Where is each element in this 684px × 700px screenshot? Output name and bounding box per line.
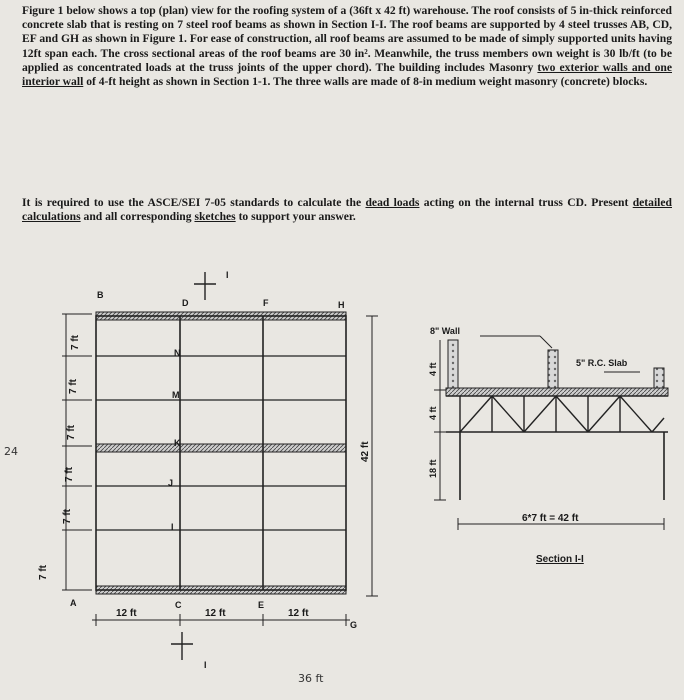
joint-label-e: E	[258, 600, 265, 610]
plan-outline	[96, 316, 346, 590]
truss-elevation	[446, 396, 668, 432]
paragraph-text: Figure 1 below shows a top (plan) view for the roofing system of a (36ft x 42 ft) warehouse. The roof consists of 5 in-thick reinforced concrete slab that is resting on 7 steel roof beams as shown in Section I-I. The roof beams are supported by 4 steel trusses AB, CD, EF and GH as shown in Figure 1. For ease of construction, all roof beams are assumed to be made of simply supported units having 12ft span each. The cross sectional areas of the roof beams are 30 in². Meanwhile, the truss members own weight is 30 lb/ft (to be applied as concentrated loads at the truss joints of the upper chord). The building includes Masonry	[22, 4, 672, 74]
span-dim-label: 6*7 ft = 42 ft	[522, 513, 579, 524]
truss-depth-label: 4 ft	[428, 406, 438, 420]
wall-height-label: 4 ft	[428, 362, 438, 376]
spacing-label: 7 ft	[68, 379, 79, 394]
spacing-label: 7 ft	[38, 565, 49, 580]
paragraph-text: of 4-ft height as shown in Section 1-1. The three walls are made of 8-in medium weight masonry (concrete) blocks.	[83, 75, 648, 89]
paragraph-text: acting on the internal truss CD. Present	[419, 196, 633, 209]
bottom-spacing-label: 12 ft	[116, 608, 137, 619]
column-height-label: 18 ft	[428, 459, 438, 478]
paragraph-text: to support your answer.	[235, 210, 356, 224]
spacing-label: 7 ft	[66, 425, 77, 440]
slab-label: 5" R.C. Slab	[576, 358, 628, 368]
section-view	[428, 326, 668, 565]
joint-label-j: J	[168, 478, 174, 488]
spacing-label: 7 ft	[62, 509, 73, 524]
exterior-wall-right	[654, 368, 664, 390]
plan-view	[38, 270, 378, 685]
rc-slab	[446, 388, 668, 396]
total-width-note: 36 ft	[298, 672, 324, 685]
joint-label-d: D	[182, 298, 189, 308]
bottom-spacing-label: 12 ft	[288, 608, 309, 619]
joint-label-i: I	[171, 522, 174, 532]
section-title: Section I-I	[536, 554, 584, 565]
joint-label-a: A	[70, 598, 77, 608]
joint-label-g: G	[350, 620, 358, 630]
joint-label-m: M	[172, 390, 180, 400]
paragraph-underlined-text: dead loads	[365, 196, 420, 209]
bottom-spacing-label: 12 ft	[205, 608, 226, 619]
interior-wall	[548, 350, 558, 390]
section-mark-bottom: I	[204, 660, 207, 670]
paragraph-underlined-text: sketches	[194, 210, 236, 224]
joint-label-b: B	[97, 290, 104, 300]
section-mark-top: I	[226, 270, 229, 280]
paragraph-underlined-text: detailed calculations	[22, 196, 672, 224]
paragraph-text: and all corresponding	[80, 210, 195, 224]
spacing-label: 7 ft	[64, 467, 75, 482]
exterior-wall-left	[448, 340, 458, 390]
joint-label-h: H	[338, 300, 345, 310]
paragraph-underlined-text: two exterior walls and one interior wall	[22, 60, 672, 89]
joint-label-n: N	[174, 348, 181, 358]
joint-label-f: F	[263, 298, 269, 308]
height-dimension-label: 42 ft	[360, 441, 371, 462]
margin-mark: 24	[4, 445, 18, 458]
interior-wall	[96, 444, 346, 452]
joint-label-k: K	[174, 438, 181, 448]
spacing-label: 7 ft	[70, 335, 81, 350]
wall-label: 8" Wall	[430, 326, 460, 336]
paragraph-text: It is required to use the ASCE/SEI 7-05 standards to calculate the	[22, 196, 366, 209]
joint-label-c: C	[175, 600, 182, 610]
